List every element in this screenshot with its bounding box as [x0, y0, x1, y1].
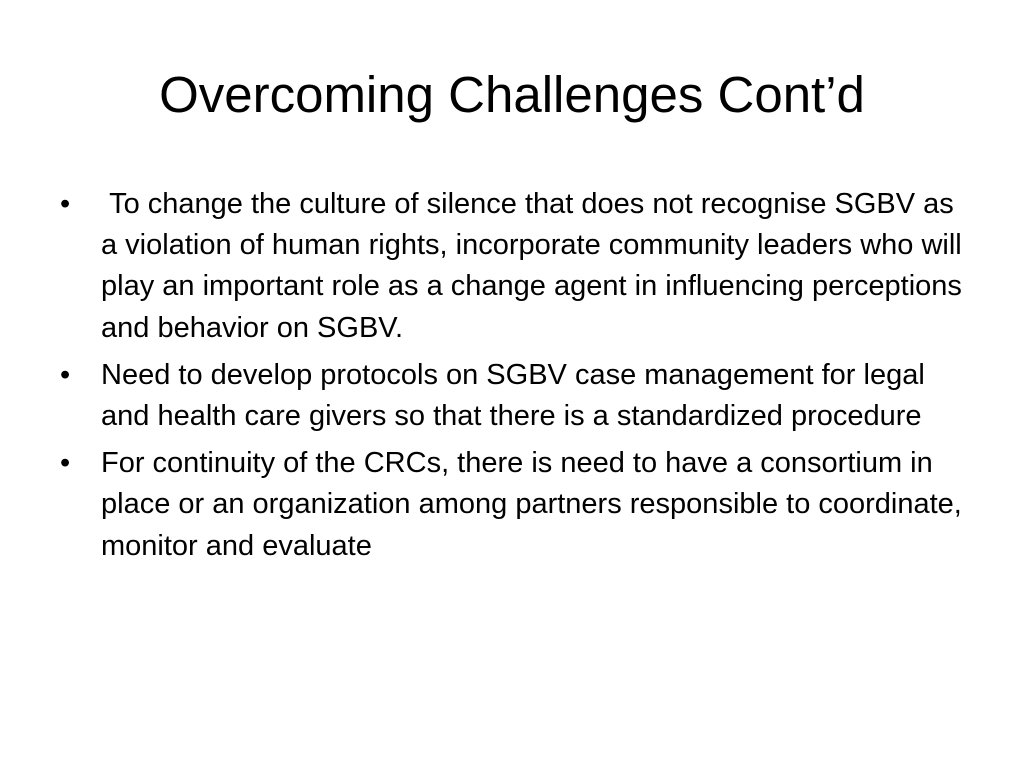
bullet-item	[58, 443, 968, 567]
bullet-icon: •	[60, 447, 71, 480]
bullet-text: For continuity of the CRCs, there is need to have a consortium in place or an organization among partners responsible to coordinate, monitor and evaluate	[101, 447, 962, 562]
bullet-list	[58, 184, 968, 573]
bullet-text: To change the culture of silence that does not recognise SGBV as a violation of human rights, incorporate community leaders who will play an important role as a change agent in influencing perceptions and behavior on SGBV.	[101, 188, 970, 344]
bullet-text: Need to develop protocols on SGBV case management for legal and health care givers so that there is a standardized procedure	[101, 358, 925, 433]
bullet-item	[58, 355, 968, 437]
bullet-icon: •	[60, 358, 71, 391]
slide-title: Overcoming Challenges Cont’d	[159, 66, 865, 123]
bullet-icon: •	[60, 188, 71, 220]
bullet-item	[58, 184, 968, 349]
